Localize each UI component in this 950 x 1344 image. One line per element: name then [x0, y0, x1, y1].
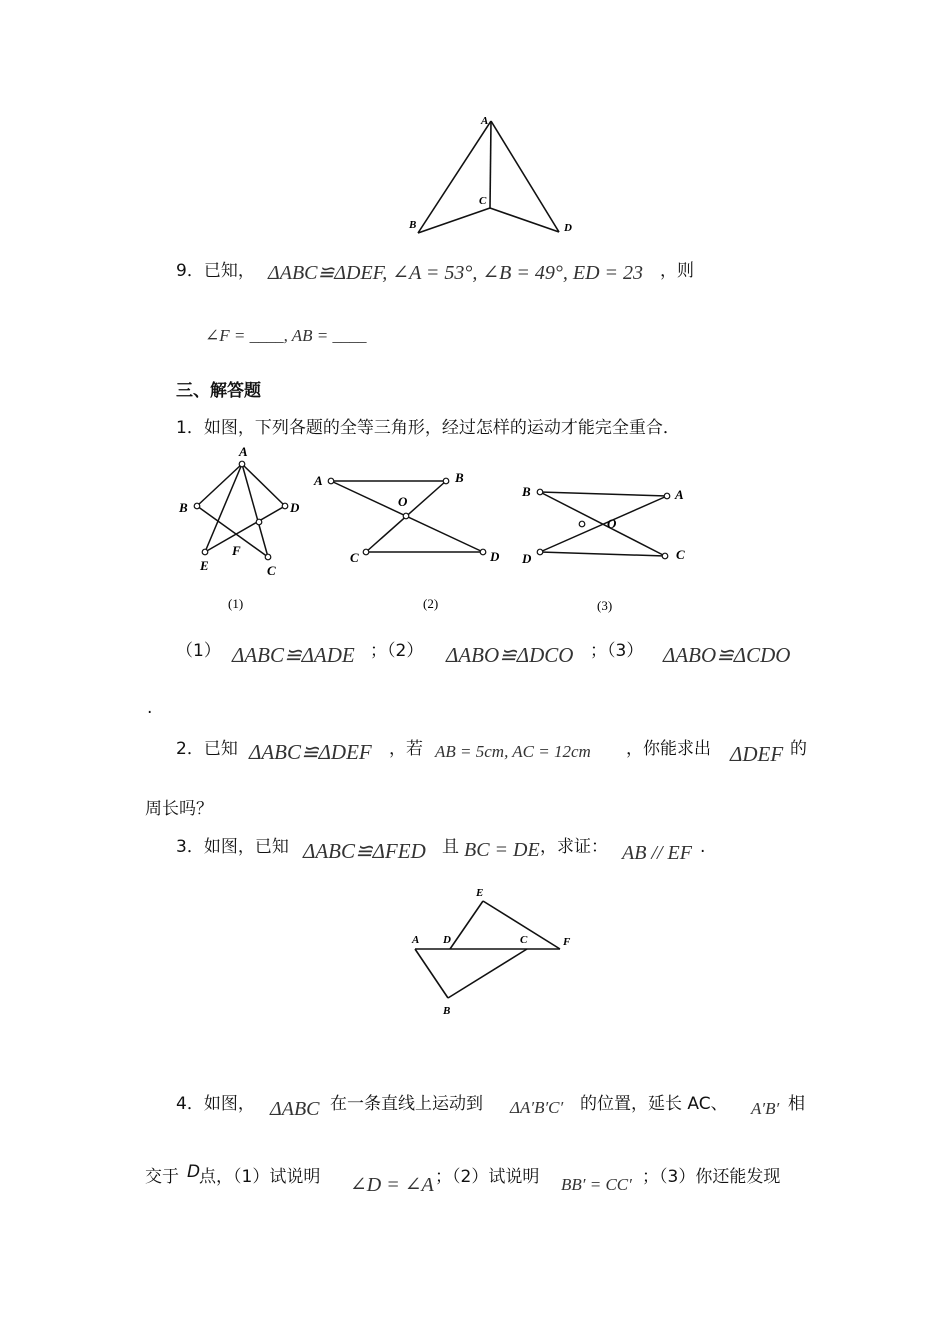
q4-line2-c: ；（2）试说明	[435, 1167, 540, 1187]
q1-answer-1-prefix: （1）	[176, 641, 221, 661]
q1-answer-3: ΔABO≌ΔCDO	[663, 643, 791, 667]
label-c: C	[479, 195, 487, 207]
q4-line2-a: 交于	[145, 1167, 179, 1187]
fig2-pt-a	[328, 478, 334, 484]
q4-line2-d-text: ；（3）你还能发现	[642, 1167, 781, 1187]
label-b: B	[409, 219, 417, 231]
fig1-pt-b	[194, 503, 200, 509]
q9-blanks: ∠F = ____, AB = ____	[205, 326, 367, 345]
q4-expr-angle: ∠D = ∠A	[350, 1174, 434, 1196]
q1-answer-3-prefix: ；（3）	[590, 641, 644, 661]
q4-text-d: 相	[788, 1094, 805, 1114]
seg-ab	[418, 121, 491, 233]
q3-label-a: A	[412, 934, 420, 946]
q3-text-d: ·	[700, 842, 706, 862]
fig3-label-a: A	[675, 487, 684, 502]
seg-ac	[490, 121, 491, 208]
fig1-pt-e	[202, 549, 208, 555]
fig2-label-a: A	[314, 473, 323, 488]
fig3-pt-a	[664, 493, 670, 499]
q1-answer-2: ΔABO≌ΔDCO	[446, 643, 574, 667]
fig1-seg-ab	[197, 464, 242, 506]
q1-answer-2-prefix: ；（2）	[370, 641, 424, 661]
q3-figure	[0, 880, 950, 1040]
fig1-label-c: C	[267, 563, 276, 578]
q1-end-period: .	[147, 698, 153, 718]
fig2-pt-b	[443, 478, 449, 484]
fig1-label-e: E	[200, 558, 209, 573]
q3-expr-parallel: AB // EF	[622, 842, 692, 864]
fig1-label-d: D	[290, 500, 300, 515]
fig1-seg-ae	[205, 464, 242, 552]
fig3-pt-c	[662, 553, 668, 559]
q4-expr-abc: ΔABC	[270, 1098, 320, 1120]
fig1-seg-ac	[242, 464, 268, 557]
q9-tail: ，则	[660, 261, 694, 281]
fig3-pt-b	[537, 489, 543, 495]
q4-expr-ab-prime: A′B′	[751, 1099, 780, 1118]
q3-seg-de	[450, 901, 483, 949]
fig2-pt-c	[363, 549, 369, 555]
figure-triangle-abcd	[0, 0, 950, 260]
q3-label-f: F	[563, 936, 571, 948]
q2-expr-def: ΔDEF	[730, 742, 784, 766]
q9-expression: ΔABC≌ΔDEF, ∠A = 53°, ∠B = 49°, ED = 23	[268, 262, 644, 284]
q3-label-c: C	[520, 934, 528, 946]
fig2-caption: (2)	[423, 596, 439, 611]
q2-expr-congruent: ΔABC≌ΔDEF	[249, 740, 372, 764]
q9-number: 9．已知，	[176, 261, 255, 281]
fig1-seg-de	[205, 506, 285, 552]
q3-label-d: D	[443, 934, 451, 946]
fig1-caption: (1)	[228, 596, 244, 611]
q2-expr-lengths: AB = 5cm, AC = 12cm	[435, 742, 591, 761]
q3-text-b: 且	[442, 837, 459, 857]
fig1-label-f: F	[232, 543, 241, 558]
seg-bc	[418, 208, 490, 233]
fig2-label-d: D	[490, 549, 500, 564]
q3-text-a: 3．如图，已知	[176, 837, 289, 857]
fig3-pt-o	[579, 521, 585, 527]
q1-answer-1: ΔABC≌ΔADE	[232, 643, 355, 667]
q2-text-c: ，你能求出	[626, 739, 711, 759]
seg-cd	[490, 208, 559, 232]
q1-text: 1．如图，下列各题的全等三角形，经过怎样的运动才能完全重合．	[176, 418, 680, 438]
q4-text-a: 4．如图，	[176, 1094, 255, 1114]
q3-seg-ab	[415, 949, 448, 998]
seg-ad	[491, 121, 559, 232]
fig3-caption: (3)	[597, 598, 613, 613]
fig2-pt-d	[480, 549, 486, 555]
q4-text-c: 的位置，延长 AC、	[580, 1094, 728, 1114]
fig3-seg-ba	[540, 492, 667, 496]
q3-expr-equal: BC = DE	[464, 839, 540, 861]
section-title: 三、解答题	[176, 381, 261, 401]
fig3-label-o: O	[607, 516, 617, 531]
q4-line2-d: D	[187, 1162, 201, 1182]
q2-text-a: 2．已知	[176, 739, 238, 759]
fig3-seg-dc	[540, 552, 665, 556]
fig3-label-b: B	[522, 484, 531, 499]
fig1-label-a: A	[239, 444, 248, 459]
q3-label-e: E	[476, 887, 484, 899]
label-a: A	[481, 115, 489, 127]
fig1	[197, 464, 285, 557]
q4-expr-abc-prime: ΔA′B′C′	[510, 1098, 564, 1117]
q2-line2: 周长吗？	[145, 799, 213, 819]
q1-figures	[0, 440, 950, 640]
fig1-label-b: B	[179, 500, 188, 515]
fig2-label-o: O	[398, 494, 408, 509]
fig2-pt-o	[403, 513, 409, 519]
q4-text-b: 在一条直线上运动到	[330, 1094, 483, 1114]
q3-label-b: B	[443, 1005, 451, 1017]
q4-expr-segments: BB′ = CC′	[561, 1175, 632, 1194]
fig3-pt-d	[537, 549, 543, 555]
fig1-pt-c	[265, 554, 271, 560]
q2-text-d: 的	[790, 739, 807, 759]
fig3-label-c: C	[676, 547, 685, 562]
fig3-label-d: D	[522, 551, 532, 566]
q2-text-b: ，若	[389, 739, 423, 759]
q4-line2-b: 点，（1）试说明	[199, 1167, 321, 1187]
q3-seg-bc	[448, 949, 527, 998]
fig1-pt-f	[256, 519, 262, 525]
q3-expr-congruent: ΔABC≌ΔFED	[303, 839, 426, 863]
label-d: D	[564, 222, 572, 234]
fig2-label-c: C	[350, 550, 359, 565]
fig1-pt-d	[282, 503, 288, 509]
q3-text-c: ，求证：	[540, 837, 608, 857]
fig3	[540, 492, 667, 556]
fig1-pt-a	[239, 461, 245, 467]
fig3-seg-ad	[540, 496, 667, 552]
fig2-label-b: B	[455, 470, 464, 485]
